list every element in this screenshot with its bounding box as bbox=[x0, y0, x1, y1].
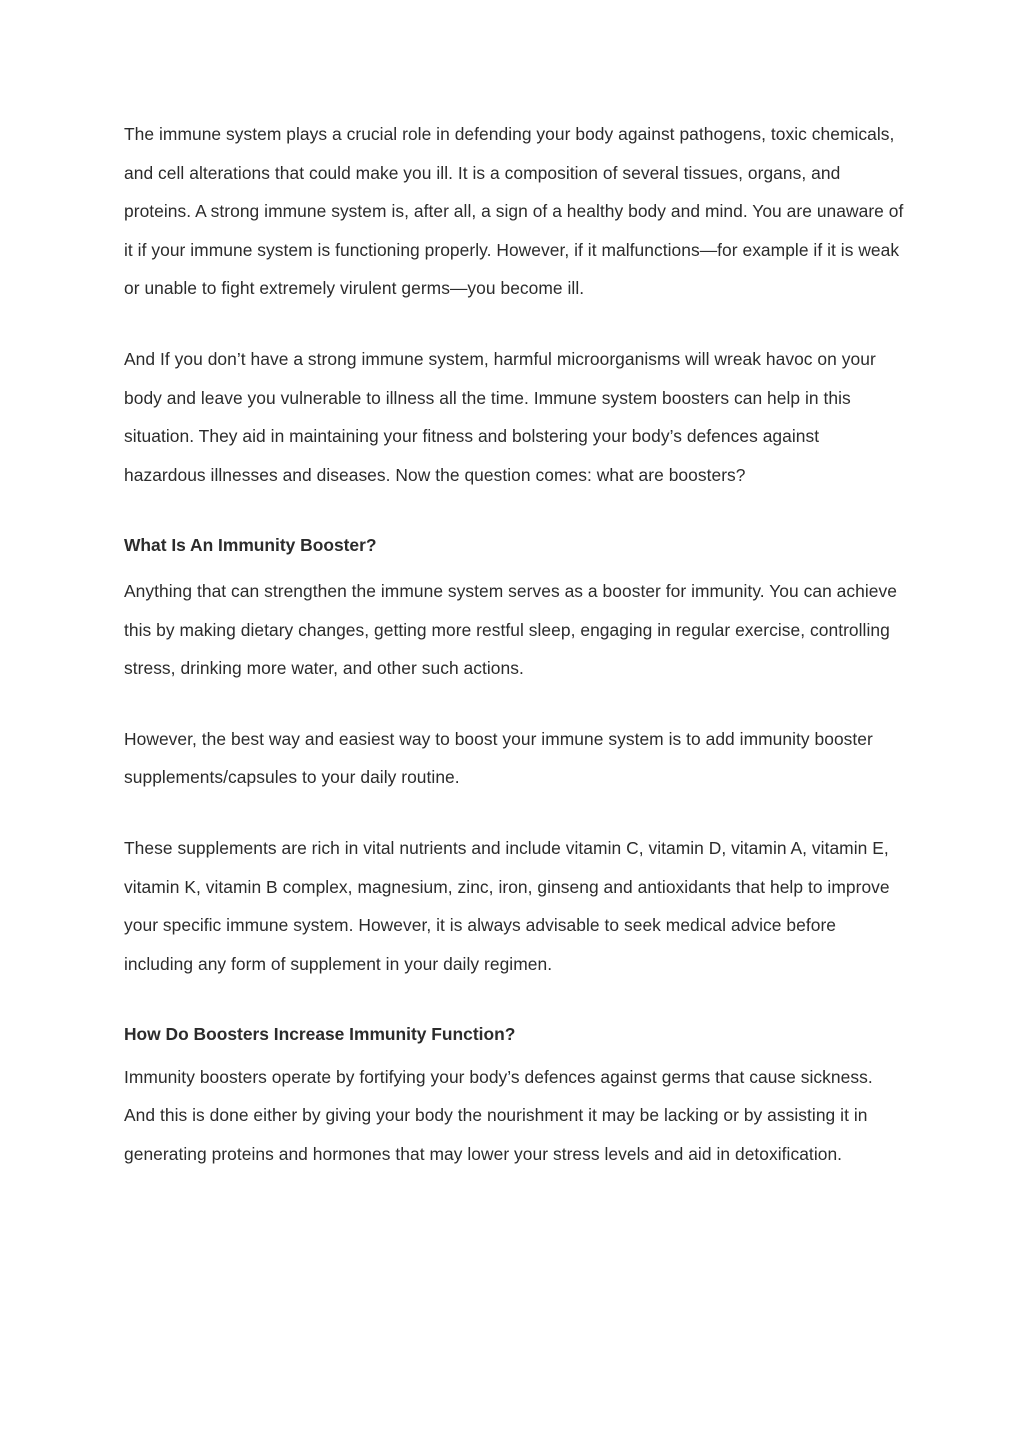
booster-definition-paragraph: Anything that can strengthen the immune system serves as a booster for immunity. You can achieve this by making dietary changes, getting more restful sleep, engaging in regular exercise, controlling stress, drinking more water, and other such actions. bbox=[124, 580, 897, 679]
supplements-paragraph: However, the best way and easiest way to boost your immune system is to add immunity booster supplements/capsules to your daily routine. bbox=[124, 728, 873, 788]
intro-paragraph: The immune system plays a crucial role in defending your body against pathogens, toxic chemicals, and cell alterations that could make you ill. It is a composition of several tissues, organs, and proteins. A strong immune system is, after all, a sign of a healthy body and mind. You are unaware of it if your immune system is functioning properly. However, if it malfunctions—for example if it is weak or unable to fight extremely virulent germs—you become ill. bbox=[124, 124, 904, 299]
document-page bbox=[124, 115, 904, 1174]
nutrients-paragraph: These supplements are rich in vital nutrients and include vitamin C, vitamin D, vitamin A, vitamin E, vitamin K, vitamin B complex, magnesium, zinc, iron, ginseng and antioxidants that help to improve your specific immune system. However, it is always advisable to seek medical advice before including any form of supplement in your daily regimen. bbox=[124, 837, 890, 974]
section-heading-immunity-booster: What Is An Immunity Booster? bbox=[124, 535, 377, 556]
immune-system-paragraph: And If you don’t have a strong immune system, harmful microorganisms will wreak havoc on your body and leave you vulnerable to illness all the time. Immune system boosters can help in this situation. They aid in maintaining your fitness and bolstering your body’s defences against hazardous illnesses and diseases. Now the question comes: what are boosters? bbox=[124, 348, 876, 485]
section-heading-boosters-function: How Do Boosters Increase Immunity Function? bbox=[124, 1024, 516, 1045]
boosters-function-paragraph: Immunity boosters operate by fortifying your body’s defences against germs that cause sickness. And this is done either by giving your body the nourishment it may be lacking or by assisting it in generating proteins and hormones that may lower your stress levels and aid in detoxification. bbox=[124, 1066, 873, 1165]
